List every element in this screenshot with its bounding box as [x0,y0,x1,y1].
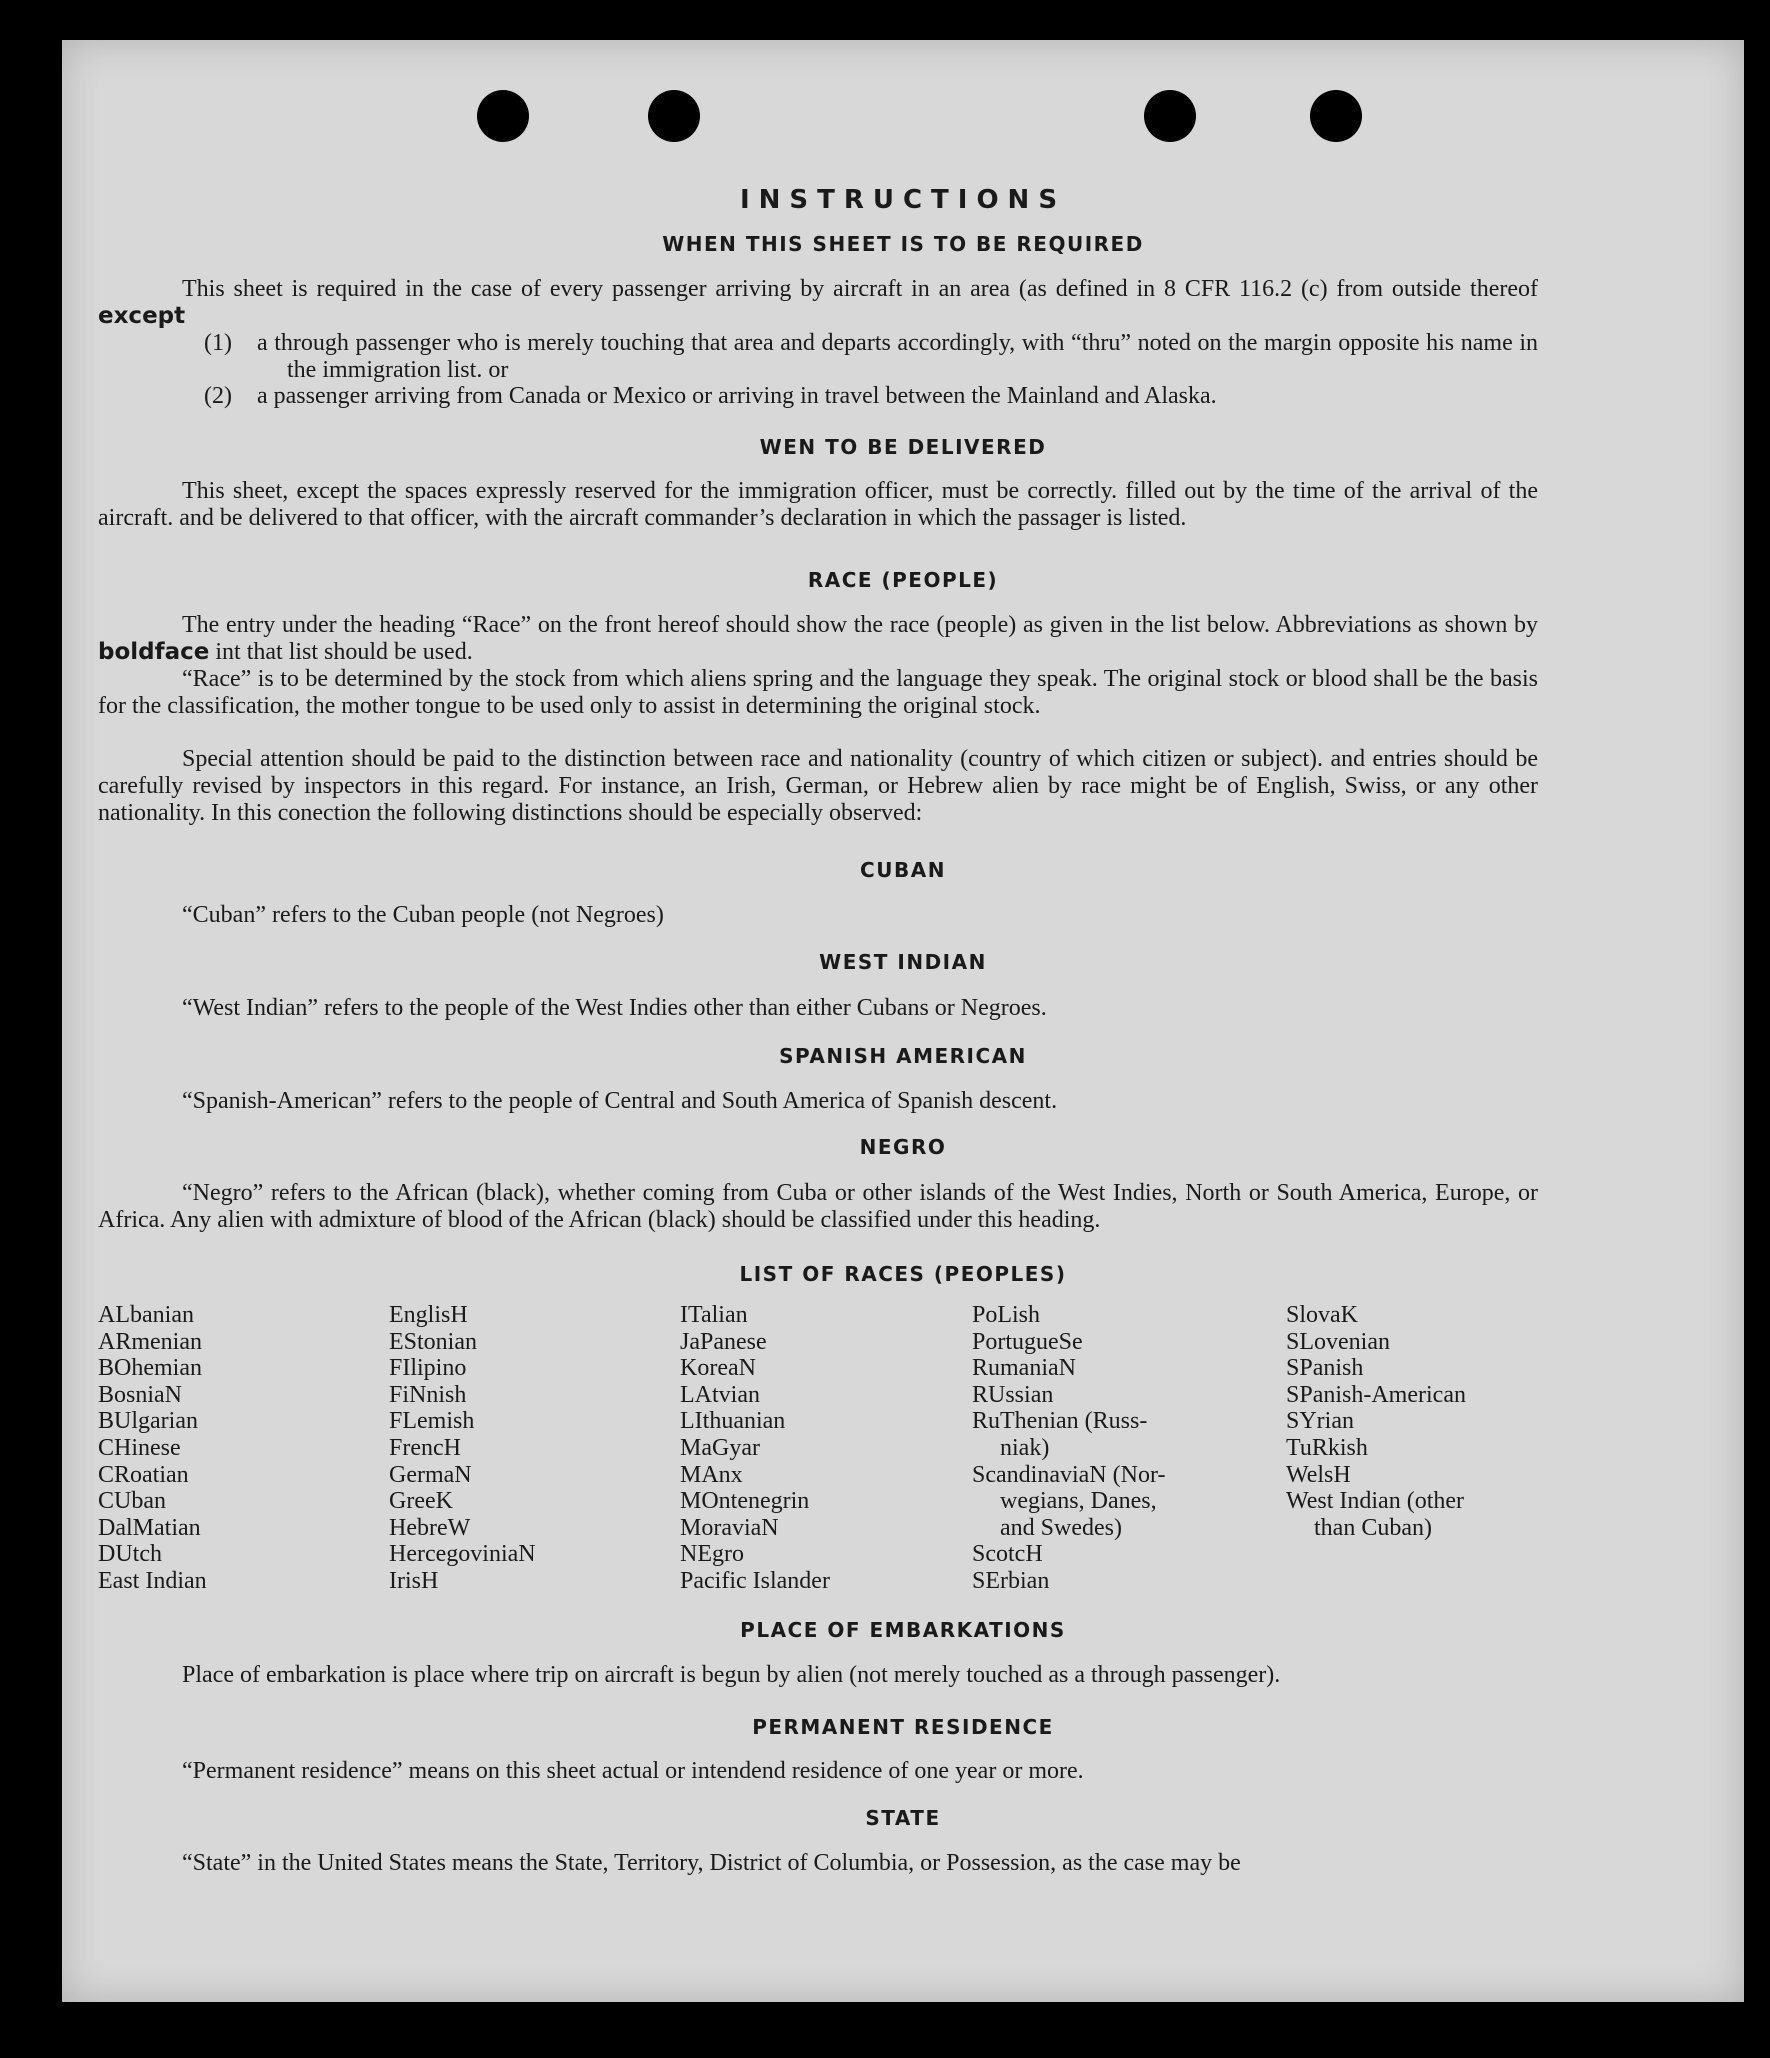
race-item: Pacific Islander [680,1567,830,1594]
race-item: FIlipino [389,1355,467,1382]
page-title: INSTRUCTIONS [739,185,1067,215]
race-item: DUtch [98,1541,162,1568]
race-item-continued: wegians, Danes, [1000,1488,1157,1515]
race-item: TuRkish [1286,1434,1368,1461]
race-item: RuThenian (Russ- [972,1408,1148,1435]
race-item: ScandinaviaN (Nor- [972,1461,1166,1488]
race-item-continued: and Swedes) [1000,1514,1122,1541]
heading-when-required: WHEN THIS SHEET IS TO BE REQUIRED [662,232,1144,256]
item-number-2: (2) [204,383,232,409]
race-item: RumaniaN [972,1355,1076,1382]
races-column-5 [1286,1302,1466,1541]
race-item: West Indian (other [1286,1488,1465,1515]
heading-embarkation: PLACE OF EMBARKATIONS [740,1618,1066,1642]
paragraph-state: “State” in the United States means the State, Territory, District of Columbia, or Possession, as the case may be [182,1850,1241,1876]
race-item: SLovenian [1286,1328,1390,1355]
race-item: JaPanese [680,1328,767,1355]
paragraph-race-3: Special attention should be paid to the distinction between race and nationality (country of which citizen or subject). and entries should be carefully revised by inspectors in this regard. For instance, an Irish, German, or Hebrew alien by race might be of English, Swiss, or any other nationality. In this conection the following distinctions should be especially observed: [98,746,1538,826]
paragraph-spanish-american: “Spanish-American” refers to the people of Central and South America of Spanish descent. [182,1088,1058,1114]
heading-residence: PERMANENT RESIDENCE [752,1715,1054,1739]
race-item: East Indian [98,1567,207,1594]
race-item: BOhemian [98,1355,202,1382]
race-item: DalMatian [98,1514,201,1541]
paragraph-residence: “Permanent residence” means on this sheet actual or intendend residence of one year or more. [182,1758,1084,1784]
race-item: SErbian [972,1567,1050,1594]
heading-negro: NEGRO [859,1135,947,1159]
race-item: CRoatian [98,1461,189,1488]
race-item: SPanish [1286,1355,1364,1382]
races-column-1 [98,1302,207,1595]
race-item: SlovaK [1286,1302,1358,1328]
punch-hole [1144,90,1196,142]
race-item: MaGyar [680,1434,760,1461]
race-item-continued: niak) [1000,1434,1050,1461]
paragraph-negro: “Negro” refers to the African (black), whether coming from Cuba or other islands of the West Indies, North or South America, Europe, or Africa. Any alien with admixture of blood of the African (black) should be classified under this heading. [98,1180,1538,1233]
races-column-4 [972,1302,1165,1595]
race-item: BUlgarian [98,1408,198,1435]
item-1: a through passenger who is merely touching that area and departs accordingly, with “thru” noted on the margin opposite his name in the immigration list. or [257,330,1538,383]
race-item: PortugueSe [972,1328,1083,1355]
punch-hole [1310,90,1362,142]
race-item: RUssian [972,1381,1054,1408]
paragraph-when-required: This sheet is required in the case of every passenger arriving by aircraft in an area (as defined in 8 CFR 116.2 (c) from outside thereof except [98,276,1538,329]
race-item: SYrian [1286,1408,1354,1435]
item-number-1: (1) [204,330,232,356]
race-item: KoreaN [680,1355,756,1382]
heading-spanish-american: SPANISH AMERICAN [779,1044,1027,1068]
race-item: IrisH [389,1567,439,1594]
punch-hole [477,90,529,142]
race-item: ITalian [680,1302,748,1328]
paragraph-race-2: “Race” is to be determined by the stock from which aliens spring and the language they speak. The original stock or blood shall be the basis for the classification, the mother tongue to be used only to assist in determining the original stock. [98,666,1538,719]
race-item: PoLish [972,1302,1041,1328]
paragraph-delivered: This sheet, except the spaces expressly reserved for the immigration officer, must be correctly. filled out by the time of the arrival of the aircraft. and be delivered to that officer, with the aircraft commander’s declaration in which the passager is listed. [98,478,1538,531]
race-item: ALbanian [98,1302,194,1328]
race-item: FrencH [389,1434,461,1461]
heading-race: RACE (PEOPLE) [807,568,999,592]
race-item: NEgro [680,1541,744,1568]
document-sheet [62,40,1744,2002]
race-item: MoraviaN [680,1514,779,1541]
race-item: CUban [98,1488,166,1515]
race-item: WelsH [1286,1461,1351,1488]
race-item: MAnx [680,1461,743,1488]
paragraph-cuban: “Cuban” refers to the Cuban people (not Negroes) [182,902,664,928]
race-item-continued: than Cuban) [1314,1514,1432,1541]
item-2: a passenger arriving from Canada or Mexico or arriving in travel between the Mainland and Alaska. [257,383,1217,409]
race-item: GreeK [389,1488,453,1515]
heading-cuban: CUBAN [860,858,946,882]
race-item: SPanish-American [1286,1381,1466,1408]
races-column-3 [680,1302,830,1595]
race-item: LAtvian [680,1381,760,1408]
race-item: MOntenegrin [680,1488,810,1515]
heading-state: STATE [865,1806,941,1830]
race-item: GermaN [389,1461,472,1488]
race-item: CHinese [98,1434,181,1461]
races-column-2 [389,1302,536,1595]
race-item: EnglisH [389,1302,468,1328]
race-item: BosniaN [98,1381,182,1408]
paragraph-west-indian: “West Indian” refers to the people of the West Indies other than either Cubans or Negroes. [182,995,1047,1021]
heading-west-indian: WEST INDIAN [819,950,987,974]
punch-hole [648,90,700,142]
race-item: FiNnish [389,1381,467,1408]
race-item: HercegoviniaN [389,1541,536,1568]
heading-list-of-races: LIST OF RACES (PEOPLES) [739,1262,1067,1286]
race-item: ScotcH [972,1541,1043,1568]
race-item: EStonian [389,1328,477,1355]
race-item: HebreW [389,1514,471,1541]
paragraph-embarkation: Place of embarkation is place where trip on aircraft is begun by alien (not merely touched as a through passenger). [182,1662,1281,1688]
race-item: ARmenian [98,1328,202,1355]
paragraph-race-1: The entry under the heading “Race” on the front hereof should show the race (people) as given in the list below. Abbreviations as shown by boldface int that list should be used. [98,612,1538,665]
race-item: LIthuanian [680,1408,786,1435]
heading-delivered: WEN TO BE DELIVERED [759,435,1047,459]
race-item: FLemish [389,1408,475,1435]
